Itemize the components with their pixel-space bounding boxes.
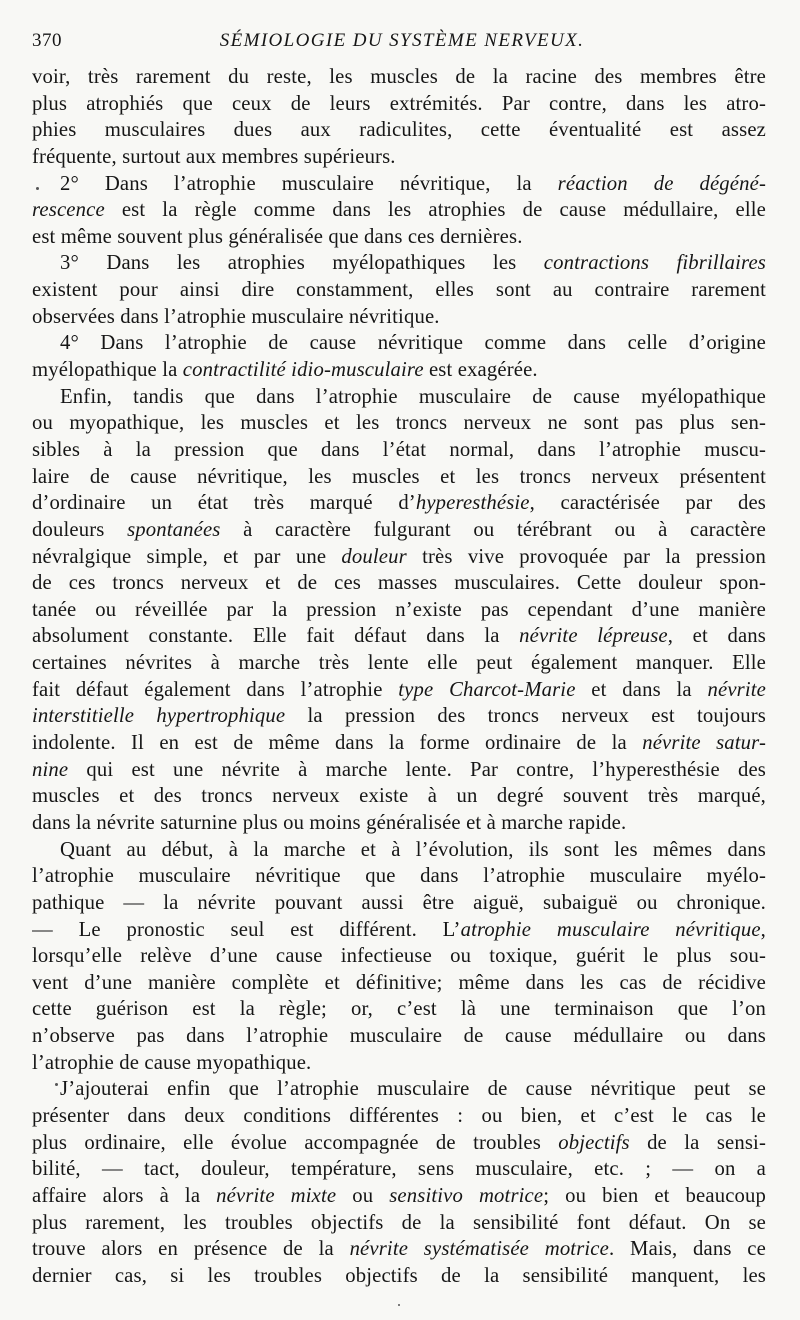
italic-text: rescence xyxy=(32,199,105,222)
text-segment: Enfin, tandis que dans l’atrophie musculaire de cause myélopathique xyxy=(60,385,766,408)
text-line xyxy=(32,304,766,331)
italic-text: névrite lépreuse xyxy=(519,625,668,648)
italic-text: objectifs xyxy=(558,1131,630,1154)
text-segment: présenter dans deux conditions différentes : ou bien, et c’est le cas le xyxy=(32,1104,766,1127)
text-segment: cette guérison est la règle; or, c’est là une terminaison que l’on xyxy=(32,998,766,1021)
text-segment: bilité, — tact, douleur, température, sens musculaire, etc. ; — on a xyxy=(32,1158,766,1181)
text-segment: vent d’une manière complète et définitive; même dans les cas de récidive xyxy=(32,971,766,994)
text-line xyxy=(32,1023,766,1050)
text-segment: plus ordinaire, elle évolue accompagnée de troubles xyxy=(32,1131,559,1154)
italic-text: réaction de dégéné- xyxy=(557,172,766,195)
text-line xyxy=(32,863,766,890)
text-segment: , et dans xyxy=(667,625,766,648)
italic-text: atrophie musculaire névritique xyxy=(460,918,761,941)
text-line xyxy=(32,171,766,198)
text-segment: plus rarement, les troubles objectifs de la sensibilité font défaut. On se xyxy=(32,1211,766,1234)
text-segment: certaines névrites à marche très lente elle peut également manquer. Elle xyxy=(32,652,766,675)
text-segment: trouve alors en présence de la xyxy=(32,1238,350,1261)
text-line xyxy=(32,703,766,730)
italic-text: névrite xyxy=(707,678,766,701)
text-segment: tanée ou réveillée par la pression n’existe pas cependant d’une manière xyxy=(32,598,766,621)
page-number: 370 xyxy=(32,30,62,51)
text-line xyxy=(32,250,766,277)
text-line xyxy=(32,810,766,837)
text-segment: observées dans l’atrophie musculaire névritique. xyxy=(32,305,440,328)
text-segment: fait défaut également dans l’atrophie xyxy=(32,678,399,701)
italic-text: hyperesthésie xyxy=(415,492,530,515)
text-line xyxy=(32,943,766,970)
print-speck xyxy=(398,1304,400,1306)
text-line xyxy=(32,837,766,864)
text-segment: est même souvent plus généralisée que dans ces dernières. xyxy=(32,225,523,248)
text-line xyxy=(32,517,766,544)
body-text xyxy=(32,64,766,1289)
text-line xyxy=(32,730,766,757)
text-segment: affaire alors à la xyxy=(32,1184,217,1207)
text-line xyxy=(32,64,766,91)
italic-text: contractions fibrillaires xyxy=(543,252,766,275)
text-line xyxy=(32,490,766,517)
text-segment: dans la névrite saturnine plus ou moins généralisée et à marche rapide. xyxy=(32,811,627,834)
text-segment: . Mais, dans ce xyxy=(608,1238,766,1261)
text-segment: ou myopathique, les muscles et les troncs nerveux ne sont pas plus sen- xyxy=(32,412,766,435)
text-line xyxy=(32,757,766,784)
text-segment: ; ou bien et beaucoup xyxy=(543,1184,766,1207)
text-line xyxy=(32,197,766,224)
text-line xyxy=(32,464,766,491)
text-segment: indolente. Il en est de même dans la forme ordinaire de la xyxy=(32,732,643,755)
text-line xyxy=(32,1183,766,1210)
text-line xyxy=(32,917,766,944)
text-line xyxy=(32,437,766,464)
text-segment: dernier cas, si les troubles objectifs de la sensibilité manquent, les xyxy=(32,1264,766,1287)
text-line xyxy=(32,224,766,251)
text-segment: phies musculaires dues aux radiculites, cette éventualité est assez xyxy=(32,119,766,142)
text-segment: la pression des troncs nerveux est toujours xyxy=(285,705,766,728)
text-line xyxy=(32,117,766,144)
running-title: SÉMIOLOGIE DU SYSTÈME NERVEUX. xyxy=(219,30,585,51)
text-line xyxy=(32,970,766,997)
italic-text: névrite satur- xyxy=(642,732,766,755)
text-line xyxy=(32,597,766,624)
text-line xyxy=(32,677,766,704)
text-segment: plus atrophiés que ceux de leurs extrémités. Par contre, dans les atro- xyxy=(32,92,766,115)
print-speck xyxy=(55,1083,58,1086)
text-line xyxy=(32,623,766,650)
text-segment: l’atrophie musculaire névritique que dans l’atrophie musculaire myélo- xyxy=(32,865,766,888)
italic-text: type Charcot-Marie xyxy=(398,678,576,701)
text-line xyxy=(32,91,766,118)
text-line xyxy=(32,144,766,171)
text-segment: qui est une névrite à marche lente. Par contre, l’hyperesthésie des xyxy=(68,758,766,781)
text-line xyxy=(32,570,766,597)
text-segment: , caractérisée par des xyxy=(529,492,766,515)
print-speck xyxy=(36,187,39,190)
text-line xyxy=(32,1050,766,1077)
text-line xyxy=(32,277,766,304)
text-segment: de ces troncs nerveux et de ces masses musculaires. Cette douleur spon- xyxy=(32,572,766,595)
page-header xyxy=(32,30,772,56)
text-line xyxy=(32,890,766,917)
text-line xyxy=(32,1210,766,1237)
italic-text: contractilité idio-musculaire xyxy=(182,359,424,382)
italic-text: névrite mixte xyxy=(216,1184,337,1207)
text-segment: fréquente, surtout aux membres supérieurs. xyxy=(32,145,396,168)
text-segment: est exagérée. xyxy=(423,359,538,382)
text-segment: absolument constante. Elle fait défaut dans la xyxy=(32,625,520,648)
text-segment: existent pour ainsi dire constamment, elles sont au contraire rarement xyxy=(32,279,766,302)
text-segment: douleurs xyxy=(32,518,128,541)
text-segment: laire de cause névritique, les muscles et les troncs nerveux présentent xyxy=(32,465,766,488)
text-segment: 3° Dans les atrophies myélopathiques les xyxy=(60,252,544,275)
text-segment: sibles à la pression que dans l’état normal, dans l’atrophie muscu- xyxy=(32,438,766,461)
text-line xyxy=(32,357,766,384)
text-line xyxy=(32,1130,766,1157)
text-line xyxy=(32,1103,766,1130)
text-segment: lorsqu’elle relève d’une cause infectieuse ou toxique, guérit le plus sou- xyxy=(32,945,766,968)
text-line xyxy=(32,410,766,437)
text-segment: à caractère fulgurant ou térébrant ou à caractère xyxy=(220,518,766,541)
text-line xyxy=(32,1076,766,1103)
text-line xyxy=(32,650,766,677)
text-line xyxy=(32,384,766,411)
text-segment: l’atrophie de cause myopathique. xyxy=(32,1051,312,1074)
text-segment: très vive provoquée par la pression xyxy=(406,545,766,568)
italic-text: sensitivo motrice xyxy=(389,1184,544,1207)
text-segment: muscles et des troncs nerveux existe à un degré souvent très marqué, xyxy=(32,785,766,808)
text-line xyxy=(32,544,766,571)
text-segment: de la sensi- xyxy=(629,1131,766,1154)
italic-text: nine xyxy=(32,758,69,781)
text-line xyxy=(32,330,766,357)
italic-text: spontanées xyxy=(127,518,221,541)
text-segment: , xyxy=(760,918,766,941)
text-segment: myélopathique la xyxy=(32,359,183,382)
text-line xyxy=(32,1236,766,1263)
text-segment: est la règle comme dans les atrophies de cause médullaire, elle xyxy=(104,199,766,222)
text-segment: névralgique simple, et par une xyxy=(32,545,342,568)
text-segment: Quant au début, à la marche et à l’évolution, ils sont les mêmes dans xyxy=(60,838,766,861)
text-segment: d’ordinaire un état très marqué d’ xyxy=(32,492,416,515)
text-segment: 2° Dans l’atrophie musculaire névritique, la xyxy=(60,172,558,195)
text-line xyxy=(32,1156,766,1183)
italic-text: névrite systématisée motrice xyxy=(349,1238,609,1261)
text-segment: ou xyxy=(336,1184,390,1207)
text-segment: — Le pronostic seul est différent. L’ xyxy=(32,918,461,941)
text-line xyxy=(32,1263,766,1290)
text-segment: n’observe pas dans l’atrophie musculaire de cause médullaire ou dans xyxy=(32,1025,766,1048)
italic-text: douleur xyxy=(341,545,407,568)
text-line xyxy=(32,996,766,1023)
text-segment: pathique — la névrite pouvant aussi être aiguë, subaiguë ou chronique. xyxy=(32,891,766,914)
text-line xyxy=(32,783,766,810)
text-segment: et dans la xyxy=(575,678,708,701)
text-segment: J’ajouterai enfin que l’atrophie musculaire de cause névritique peut se xyxy=(60,1078,766,1101)
text-segment: voir, très rarement du reste, les muscles de la racine des membres être xyxy=(32,66,766,88)
text-segment: 4° Dans l’atrophie de cause névritique comme dans celle d’origine xyxy=(60,332,766,355)
italic-text: interstitielle hypertrophique xyxy=(32,705,286,728)
